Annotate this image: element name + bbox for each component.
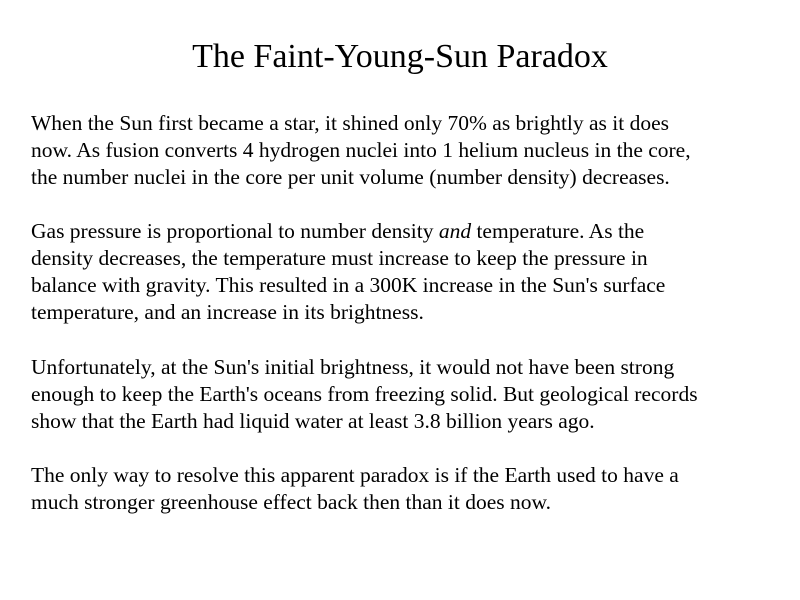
paragraph-faint-sun (31, 110, 781, 191)
slide-title: The Faint-Young-Sun Paradox (192, 38, 608, 75)
emphasis-text: and (438, 219, 472, 243)
text-line: show that the Earth had liquid water at least 3.8 billion years ago. (31, 409, 595, 433)
text-line: the number nuclei in the core per unit volume (number density) decreases. (31, 165, 670, 189)
text-line: now. As fusion converts 4 hydrogen nuclei into 1 helium nucleus in the core, (31, 138, 691, 162)
text-line: Unfortunately, at the Sun's initial brightness, it would not have been strong (31, 355, 675, 379)
text-line: enough to keep the Earth's oceans from freezing solid. But geological records (31, 382, 698, 406)
text-segment: Gas pressure is proportional to number density (31, 219, 439, 243)
text-segment: temperature. As the (471, 219, 645, 243)
paragraph-greenhouse (31, 462, 781, 516)
text-line: When the Sun first became a star, it shined only 70% as brightly as it does (31, 111, 670, 135)
text-line (31, 218, 781, 245)
paragraph-gas-pressure (31, 218, 781, 326)
text-line: temperature, and an increase in its brightness. (31, 300, 424, 324)
text-line: The only way to resolve this apparent paradox is if the Earth used to have a (31, 463, 679, 487)
text-line: much stronger greenhouse effect back then than it does now. (31, 490, 552, 514)
text-line: density decreases, the temperature must increase to keep the pressure in (31, 246, 648, 270)
paragraph-oceans (31, 354, 781, 435)
text-line: balance with gravity. This resulted in a 300K increase in the Sun's surface (31, 273, 666, 297)
